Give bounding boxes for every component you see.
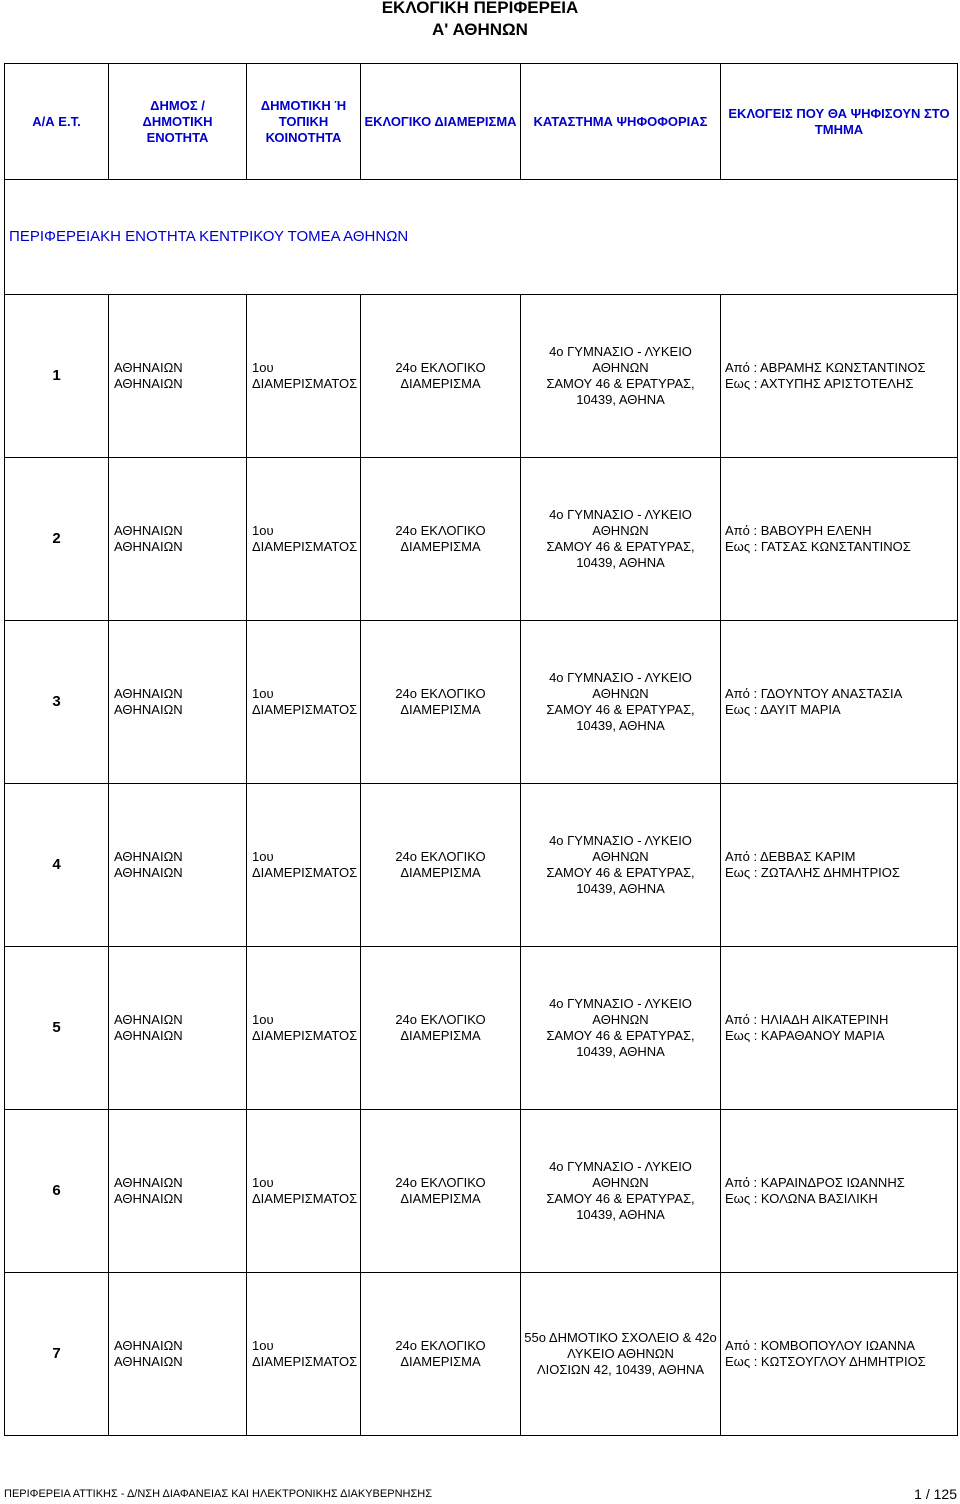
header-dimos-line1: ΔΗΜΟΣ / <box>150 97 205 113</box>
row-number: 5 <box>5 947 109 1110</box>
row-eos: Εως : ΓΑΤΣΑΣ ΚΩΝΣΤΑΝΤΙΝΟΣ <box>725 539 911 554</box>
row-eos: Εως : ΔΑΥΙΤ ΜΑΡΙΑ <box>725 702 841 717</box>
row-diam-line2: ΔΙΑΜΕΡΙΣΜΑ <box>400 376 481 391</box>
row-kat-line2: ΛΥΚΕΙΟ ΑΘΗΝΩΝ <box>567 1346 674 1361</box>
row-eos: Εως : ΑΧΤΥΠΗΣ ΑΡΙΣΤΟΤΕΛΗΣ <box>725 376 914 391</box>
row-kat-line4: 10439, ΑΘΗΝΑ <box>576 881 665 896</box>
row-kat-line3: ΣΑΜΟΥ 46 & ΕΡΑΤΥΡΑΣ, <box>546 1191 695 1206</box>
table-row <box>5 295 958 458</box>
header-koin-line3: ΚΟΙΝΟΤΗΤΑ <box>265 129 342 145</box>
row-kat-line2: ΑΘΗΝΩΝ <box>592 849 649 864</box>
row-koin-line2: ΔΙΑΜΕΡΙΣΜΑΤΟΣ <box>252 865 358 880</box>
row-dimos <box>109 947 247 1110</box>
section-row <box>5 180 958 295</box>
row-koin-line1: 1ου <box>252 1175 274 1190</box>
row-koinotita <box>247 295 361 458</box>
row-koin-line1: 1ου <box>252 523 274 538</box>
row-dimos-line1: ΑΘΗΝΑΙΩΝ <box>114 1175 183 1190</box>
row-dimos <box>109 295 247 458</box>
row-diam-line2: ΔΙΑΜΕΡΙΣΜΑ <box>400 1028 481 1043</box>
row-dimos-line1: ΑΘΗΝΑΙΩΝ <box>114 849 183 864</box>
row-koinotita <box>247 1273 361 1436</box>
row-apo: Από : ΒΑΒΟΥΡΗ ΕΛΕΝΗ <box>725 523 872 538</box>
row-kat-line2: ΑΘΗΝΩΝ <box>592 686 649 701</box>
row-eklogeis <box>721 784 958 947</box>
row-kat-line1: 4ο ΓΥΜΝΑΣΙΟ - ΛΥΚΕΙΟ <box>549 1159 692 1174</box>
page-title: ΕΚΛΟΓΙΚΗ ΠΕΡΙΦΕΡΕΙΑ <box>381 0 579 17</box>
row-kat-line3: ΣΑΜΟΥ 46 & ΕΡΑΤΥΡΑΣ, <box>546 865 695 880</box>
row-koinotita <box>247 458 361 621</box>
row-diam-line2: ΔΙΑΜΕΡΙΣΜΑ <box>400 1191 481 1206</box>
header-dimos <box>109 64 247 180</box>
row-eos: Εως : ΚΩΤΣΟΥΓΛΟΥ ΔΗΜΗΤΡΙΟΣ <box>725 1354 926 1369</box>
row-kat-line3: ΣΑΜΟΥ 46 & ΕΡΑΤΥΡΑΣ, <box>546 1028 695 1043</box>
row-diamerisma <box>361 1273 521 1436</box>
row-apo: Από : ΗΛΙΑΔΗ ΑΙΚΑΤΕΡΙΝΗ <box>725 1012 889 1027</box>
row-kat-line2: ΑΘΗΝΩΝ <box>592 1175 649 1190</box>
table-row <box>5 1110 958 1273</box>
row-dimos <box>109 621 247 784</box>
row-kat-line1: 4ο ΓΥΜΝΑΣΙΟ - ΛΥΚΕΙΟ <box>549 670 692 685</box>
row-number: 3 <box>5 621 109 784</box>
row-dimos-line2: ΑΘΗΝΑΙΩΝ <box>114 376 183 391</box>
row-koinotita <box>247 1110 361 1273</box>
row-eklogeis <box>721 947 958 1110</box>
row-dimos-line1: ΑΘΗΝΑΙΩΝ <box>114 523 183 538</box>
row-koin-line1: 1ου <box>252 360 274 375</box>
row-koinotita <box>247 621 361 784</box>
row-kat-line3: ΣΑΜΟΥ 46 & ΕΡΑΤΥΡΑΣ, <box>546 539 695 554</box>
row-diam-line1: 24ο ΕΚΛΟΓΙΚΟ <box>395 1012 486 1027</box>
row-diamerisma <box>361 621 521 784</box>
row-koin-line1: 1ου <box>252 1338 274 1353</box>
header-koin-line2: ΤΟΠΙΚΗ <box>278 113 329 129</box>
row-dimos <box>109 458 247 621</box>
row-diam-line2: ΔΙΑΜΕΡΙΣΜΑ <box>400 865 481 880</box>
header-row <box>5 64 958 180</box>
row-number: 1 <box>5 295 109 458</box>
row-katastima <box>521 458 721 621</box>
row-koin-line2: ΔΙΑΜΕΡΙΣΜΑΤΟΣ <box>252 702 358 717</box>
header-eklogeis <box>721 64 958 180</box>
row-koin-line2: ΔΙΑΜΕΡΙΣΜΑΤΟΣ <box>252 1191 358 1206</box>
row-kat-line1: 55ο ΔΗΜΟΤΙΚΟ ΣΧΟΛΕΙΟ & 42ο <box>524 1330 717 1345</box>
row-number: 2 <box>5 458 109 621</box>
row-koin-line2: ΔΙΑΜΕΡΙΣΜΑΤΟΣ <box>252 539 358 554</box>
row-koin-line2: ΔΙΑΜΕΡΙΣΜΑΤΟΣ <box>252 1354 358 1369</box>
row-kat-line1: 4ο ΓΥΜΝΑΣΙΟ - ΛΥΚΕΙΟ <box>549 344 692 359</box>
row-diamerisma <box>361 784 521 947</box>
row-apo: Από : ΓΔΟΥΝΤΟΥ ΑΝΑΣΤΑΣΙΑ <box>725 686 903 701</box>
row-eklogeis <box>721 1110 958 1273</box>
row-kat-line3: ΣΑΜΟΥ 46 & ΕΡΑΤΥΡΑΣ, <box>546 376 695 391</box>
table-row <box>5 784 958 947</box>
row-dimos-line2: ΑΘΗΝΑΙΩΝ <box>114 1191 183 1206</box>
row-number: 6 <box>5 1110 109 1273</box>
row-dimos-line2: ΑΘΗΝΑΙΩΝ <box>114 865 183 880</box>
table-body <box>5 295 958 1436</box>
row-koinotita <box>247 784 361 947</box>
row-apo: Από : ΔΕΒΒΑΣ ΚΑΡΙΜ <box>725 849 856 864</box>
row-dimos-line1: ΑΘΗΝΑΙΩΝ <box>114 1012 183 1027</box>
row-kat-line3: ΛΙΟΣΙΩΝ 42, 10439, ΑΘΗΝΑ <box>536 1362 705 1377</box>
page-number: 1 / 125 <box>914 1486 957 1502</box>
row-eos: Εως : ΖΩΤΑΛΗΣ ΔΗΜΗΤΡΙΟΣ <box>725 865 900 880</box>
row-kat-line4: 10439, ΑΘΗΝΑ <box>576 718 665 733</box>
header-eklogeis-line2: ΤΜΗΜΑ <box>814 121 864 137</box>
row-diamerisma <box>361 947 521 1110</box>
row-dimos-line2: ΑΘΗΝΑΙΩΝ <box>114 539 183 554</box>
row-katastima <box>521 295 721 458</box>
row-number: 4 <box>5 784 109 947</box>
row-katastima <box>521 947 721 1110</box>
table-row <box>5 458 958 621</box>
row-koin-line1: 1ου <box>252 686 274 701</box>
row-katastima <box>521 621 721 784</box>
row-kat-line4: 10439, ΑΘΗΝΑ <box>576 1044 665 1059</box>
row-dimos-line1: ΑΘΗΝΑΙΩΝ <box>114 686 183 701</box>
row-number: 7 <box>5 1273 109 1436</box>
row-dimos-line2: ΑΘΗΝΑΙΩΝ <box>114 1354 183 1369</box>
row-diam-line1: 24ο ΕΚΛΟΓΙΚΟ <box>395 849 486 864</box>
header-aa: Α/Α Ε.Τ. <box>5 64 109 180</box>
row-eklogeis <box>721 295 958 458</box>
row-dimos <box>109 1273 247 1436</box>
row-kat-line1: 4ο ΓΥΜΝΑΣΙΟ - ΛΥΚΕΙΟ <box>549 507 692 522</box>
row-diamerisma <box>361 295 521 458</box>
row-diam-line2: ΔΙΑΜΕΡΙΣΜΑ <box>400 1354 481 1369</box>
row-kat-line4: 10439, ΑΘΗΝΑ <box>576 555 665 570</box>
row-katastima <box>521 1110 721 1273</box>
row-dimos <box>109 784 247 947</box>
row-kat-line4: 10439, ΑΘΗΝΑ <box>576 392 665 407</box>
polling-table <box>4 63 958 1436</box>
row-diam-line2: ΔΙΑΜΕΡΙΣΜΑ <box>400 702 481 717</box>
row-katastima <box>521 784 721 947</box>
row-apo: Από : ΚΑΡΑΙΝΔΡΟΣ ΙΩΑΝΝΗΣ <box>725 1175 905 1190</box>
row-diam-line1: 24ο ΕΚΛΟΓΙΚΟ <box>395 1175 486 1190</box>
row-kat-line3: ΣΑΜΟΥ 46 & ΕΡΑΤΥΡΑΣ, <box>546 702 695 717</box>
row-diam-line1: 24ο ΕΚΛΟΓΙΚΟ <box>395 360 486 375</box>
row-apo: Από : ΑΒΡΑΜΗΣ ΚΩΝΣΤΑΝΤΙΝΟΣ <box>725 360 926 375</box>
row-eos: Εως : ΚΑΡΑΘΑΝΟΥ ΜΑΡΙΑ <box>725 1028 885 1043</box>
header-diamerisma: ΕΚΛΟΓΙΚΟ ΔΙΑΜΕΡΙΣΜΑ <box>361 64 521 180</box>
header-koin-line1: ΔΗΜΟΤΙΚΗ Ή <box>260 97 347 113</box>
row-dimos-line1: ΑΘΗΝΑΙΩΝ <box>114 360 183 375</box>
header-dimos-line2: ΔΗΜΟΤΙΚΗ <box>142 113 213 129</box>
footer-organization: ΠΕΡΙΦΕΡΕΙΑ ΑΤΤΙΚΗΣ - Δ/ΝΣΗ ΔΙΑΦΑΝΕΙΑΣ ΚΑΙ ΗΛΕΚΤΡΟΝΙΚΗΣ ΔΙΑΚΥΒΕΡΝΗΣΗΣ <box>4 1488 433 1500</box>
row-koin-line1: 1ου <box>252 1012 274 1027</box>
row-eklogeis <box>721 458 958 621</box>
row-apo: Από : ΚΟΜΒΟΠΟΥΛΟΥ ΙΩΑΝΝΑ <box>725 1338 916 1353</box>
row-koin-line1: 1ου <box>252 849 274 864</box>
row-dimos-line2: ΑΘΗΝΑΙΩΝ <box>114 702 183 717</box>
header-katastima: ΚΑΤΑΣΤΗΜΑ ΨΗΦΟΦΟΡΙΑΣ <box>521 64 721 180</box>
page-subtitle: Α' ΑΘΗΝΩΝ <box>432 20 528 39</box>
section-title: ΠΕΡΙΦΕΡΕΙΑΚΗ ΕΝΟΤΗΤΑ ΚΕΝΤΡΙΚΟΥ ΤΟΜΕΑ ΑΘΗΝΩΝ <box>5 180 958 295</box>
row-diamerisma <box>361 1110 521 1273</box>
row-kat-line1: 4ο ΓΥΜΝΑΣΙΟ - ΛΥΚΕΙΟ <box>549 996 692 1011</box>
row-kat-line2: ΑΘΗΝΩΝ <box>592 1012 649 1027</box>
row-diamerisma <box>361 458 521 621</box>
row-dimos <box>109 1110 247 1273</box>
row-diam-line1: 24ο ΕΚΛΟΓΙΚΟ <box>395 686 486 701</box>
row-kat-line4: 10439, ΑΘΗΝΑ <box>576 1207 665 1222</box>
table-row <box>5 1273 958 1436</box>
row-koin-line2: ΔΙΑΜΕΡΙΣΜΑΤΟΣ <box>252 1028 358 1043</box>
row-diam-line1: 24ο ΕΚΛΟΓΙΚΟ <box>395 1338 486 1353</box>
row-koinotita <box>247 947 361 1110</box>
row-koin-line2: ΔΙΑΜΕΡΙΣΜΑΤΟΣ <box>252 376 358 391</box>
header-dimos-line3: ΕΝΟΤΗΤΑ <box>146 129 209 145</box>
table-row <box>5 621 958 784</box>
row-dimos-line1: ΑΘΗΝΑΙΩΝ <box>114 1338 183 1353</box>
row-eklogeis <box>721 1273 958 1436</box>
row-diam-line1: 24ο ΕΚΛΟΓΙΚΟ <box>395 523 486 538</box>
row-diam-line2: ΔΙΑΜΕΡΙΣΜΑ <box>400 539 481 554</box>
table-row <box>5 947 958 1110</box>
row-kat-line2: ΑΘΗΝΩΝ <box>592 360 649 375</box>
row-eklogeis <box>721 621 958 784</box>
header-eklogeis-line1: ΕΚΛΟΓΕΙΣ ΠΟΥ ΘΑ ΨΗΦΙΣΟΥΝ ΣΤΟ <box>728 105 950 121</box>
row-kat-line2: ΑΘΗΝΩΝ <box>592 523 649 538</box>
row-kat-line1: 4ο ΓΥΜΝΑΣΙΟ - ΛΥΚΕΙΟ <box>549 833 692 848</box>
row-eos: Εως : ΚΟΛΩΝΑ ΒΑΣΙΛΙΚΗ <box>725 1191 878 1206</box>
row-dimos-line2: ΑΘΗΝΑΙΩΝ <box>114 1028 183 1043</box>
header-koinotita <box>247 64 361 180</box>
row-katastima <box>521 1273 721 1436</box>
